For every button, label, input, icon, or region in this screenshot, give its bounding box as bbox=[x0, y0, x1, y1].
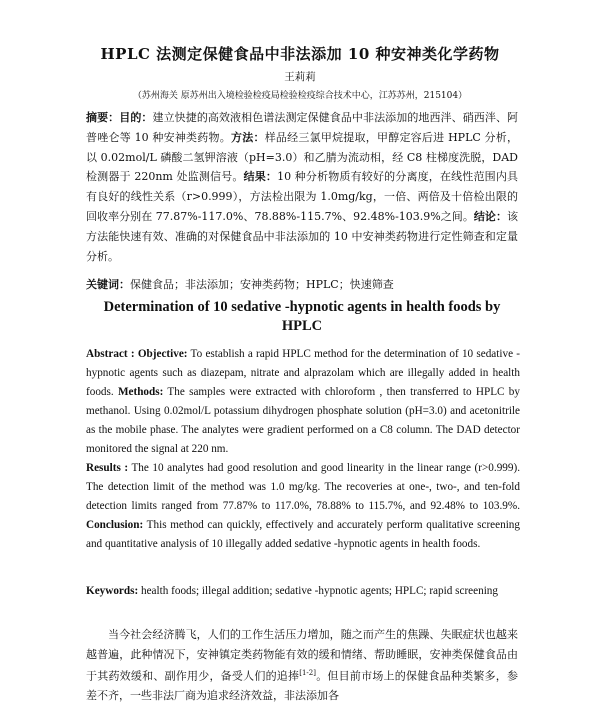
author-affiliation: （苏州海关 原苏州出入境检验检疫局检验检疫综合技术中心，江苏苏州，215104） bbox=[132, 91, 468, 101]
methods-label-en: Methods: bbox=[117, 386, 164, 398]
keywords-label-en: Keywords: bbox=[86, 585, 139, 597]
methods-text-en: The samples were extracted with chloroform , then transferred to HPLC by methanol. Using 0.02mol/L potassium dihydrogen phosphate solution (pH=3.0) and acetonitrile as the mobile phase. The analytes were gradient performed on a C8 column. The DAD detector monitored the signal at 220 nm. bbox=[86, 386, 520, 455]
results-label-en: Results : bbox=[86, 462, 129, 474]
conclusion-label-en: Conclusion: bbox=[86, 519, 144, 531]
intro-text-continued: 。但目前市场上的保健食品种类繁多，参差不齐，一些非法厂商为追求经济效益，非法添加各 bbox=[86, 669, 519, 703]
intro-text: 当今社会经济腾飞，人们的工作生活压力增加，随之而产生的焦躁、失眠症状也越来越普遍，此种情况下，安神镇定类药物能有效的缓和情绪、帮助睡眠，安神类保健食品由于其药效缓和、副作用少，备受人们的追捧 bbox=[86, 628, 518, 683]
conclusion-text-en: This method can quickly, effectively and accurately perform qualitative screening and quantitative analysis of 10 illegally added sedative -hypnotic agents in health foods. bbox=[86, 519, 520, 550]
result-label-cn: 结果： bbox=[243, 170, 278, 184]
objective-text-cn: 建立快捷的高效液相色谱法测定保健食品中非法添加的地西泮、硝西泮、阿普唑仑等 10 种安神类药物。 bbox=[86, 111, 519, 144]
conclusion-label-cn: 结论： bbox=[473, 209, 508, 223]
author-name: 王莉莉 bbox=[284, 71, 316, 83]
objective-label-en: Objective: bbox=[137, 348, 188, 360]
chinese-keywords bbox=[86, 276, 518, 294]
result-text-cn: 10 种分析物质有较好的分离度，在线性范围内具有良好的线性关系（r>0.999），方法检出限为 1.0mg/kg，一倍、两倍及十倍检出限的回收率分别在 77.87%-117.0%、78.88%-115.7%、92.48%-103.9%之间。 bbox=[86, 170, 518, 223]
keywords-text-en: health foods; illegal addition; sedative -hypnotic agents; HPLC; rapid screening bbox=[138, 585, 498, 597]
results-text-en: The 10 analytes had good resolution and good linearity in the linear range (r>0.999). The detection limit of the method was 1.0 mg/kg. The recoveries at one-, two-, and ten-fold detection limits ranged from 77.87% to 117.0%, 78.88% to 115.7%, and 92.48% to 103.9%. bbox=[86, 462, 520, 512]
objective-label-cn: 目的： bbox=[119, 111, 153, 124]
keywords-text-cn: 保健食品；非法添加；安神类药物；HPLC；快速筛查 bbox=[130, 278, 394, 291]
english-keywords bbox=[86, 582, 518, 601]
chinese-abstract bbox=[86, 108, 518, 266]
introduction-paragraph bbox=[86, 625, 518, 706]
english-abstract bbox=[86, 345, 520, 554]
method-text-cn: 样品经三氯甲烷提取，甲醇定容后进 HPLC 分析，以 0.02mol/L 磷酸二氢钾溶液（pH=3.0）和乙腈为流动相，经 C8 柱梯度洗脱，DAD 检测器于 220nm 处监测信号。 bbox=[86, 130, 518, 184]
objective-text-en: To establish a rapid HPLC method for the determination of 10 sedative -hypnotic agents such as diazepam, nitrate and alprazolam which are illegally added in health foods. bbox=[86, 348, 520, 398]
chinese-title: HPLC 法测定保健食品中非法添加 10 种安神类化学药物 bbox=[100, 45, 500, 63]
keywords-label-cn: 关键词： bbox=[86, 278, 130, 291]
citation-marker: [1-2] bbox=[299, 669, 316, 677]
method-label-cn: 方法： bbox=[230, 130, 265, 144]
abstract-label-en: Abstract : bbox=[86, 348, 135, 360]
english-title: Determination of 10 sedative -hypnotic agents in health foods by HPLC bbox=[103, 299, 501, 334]
conclusion-text-cn: 该方法能快速有效、准确的对保健食品中非法添加的 10 中安神类药物进行定性筛查和定量分析。 bbox=[86, 209, 519, 263]
abstract-label-cn: 摘要： bbox=[86, 111, 120, 124]
